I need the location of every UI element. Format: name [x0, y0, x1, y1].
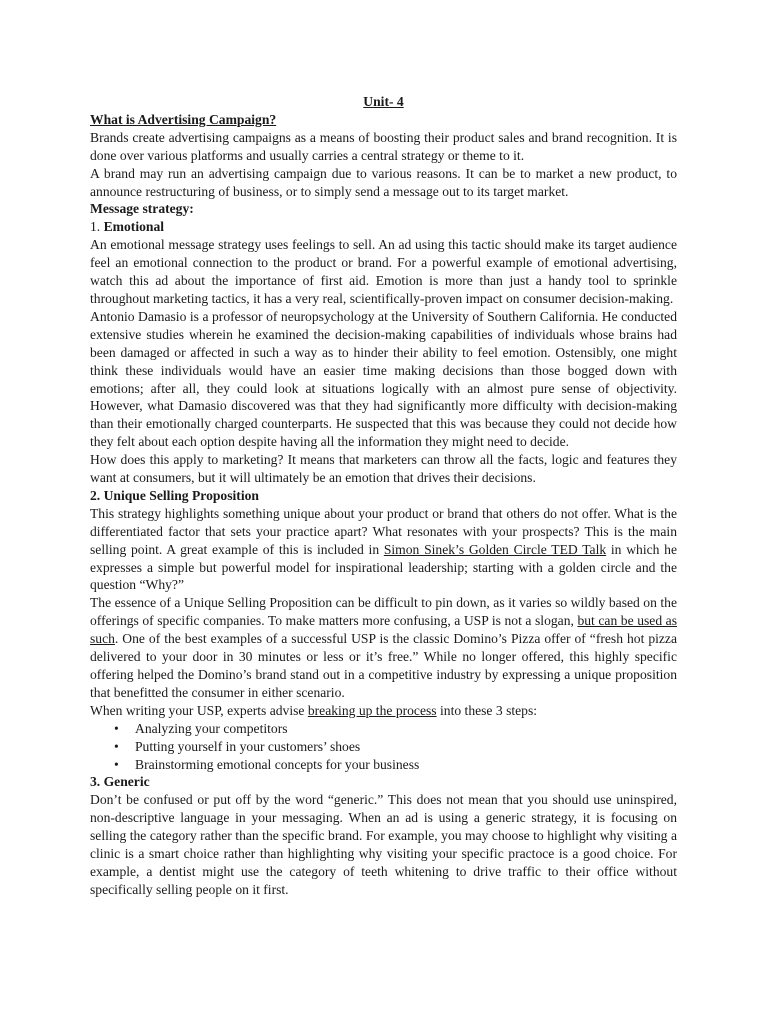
emotional-heading	[90, 218, 677, 236]
sinek-ted-talk-link[interactable]: Simon Sinek’s Golden Circle TED Talk	[383, 541, 607, 557]
emotional-heading-number: 1.	[90, 219, 101, 235]
emotional-paragraph-1: An emotional message strategy uses feelings to sell. An ad using this tactic should make its target audience feel an emotional connection to the product or brand. For a powerful example of emotional advertising, watch this ad about the importance of first aid. Emotion is more than just a handy tool to sprinkle throughout marketing tactics, it has a very real, scientifically-proven impact on consumer decision-making.	[90, 237, 677, 306]
intro-paragraph-1: Brands create advertising campaigns as a means of boosting their product sales and brand recognition. It is done over various platforms and usually carries a central strategy or theme to it.	[90, 129, 677, 163]
usp-p2-text-a: The essence of a Unique Selling Proposition can be difficult to pin down, as it varies so wildly based on the offerings of specific companies. To make matters more confusing, a USP is not a slogan,	[90, 595, 677, 629]
list-item-text: Analyzing your competitors	[135, 720, 288, 736]
usp-p1-text-b: in which he expresses a simple but powerful model for inspirational leadership; starting with a golden circle and the question “Why?”	[90, 541, 677, 593]
emotional-paragraph-2: Antonio Damasio is a professor of neuropsychology at the University of Southern California. He conducted extensive studies wherein he examined the decision-making capabilities of individuals whose brains had been damaged or affected in such a way as to hinder their ability to feel emotion. Ostensibly, one might think these individuals would have an easier time making decisions than those bogged down with emotions; after all, they could look at situations logically with an almost pure sense of objectivity. However, what Damasio discovered was that they had significantly more difficulty with decision-making than their emotionally charged counterparts. He suspected that this was because they could not decide how they felt about each option despite having all the information they might need to decide.	[90, 308, 677, 450]
generic-paragraph-1: Don’t be confused or put off by the word “generic.” This does not mean that you should use uninspired, non-descriptive language in your messaging. When an ad is using a generic strategy, it is focusing on selling the category rather than the specific brand. For example, you may choose to highlight why visiting a clinic is a smart choice rather than highlighting why visiting your specific practoce is a good choice. For example, a dentist might use the category of teeth whitening to drive traffic to their office without specifically selling people on it first.	[90, 792, 677, 897]
breaking-up-process-link[interactable]: breaking up the process	[307, 702, 437, 718]
usp-paragraph-1	[90, 505, 677, 595]
list-item	[90, 738, 677, 756]
usp-p2-text-b: . One of the best examples of a successful USP is the classic Domino’s Pizza offer of “fresh hot pizza delivered to your door in 30 minutes or less or it’s free.” While no longer offered, this highly specific offering helped the Domino’s brand stand out in a competitive industry by expressing a unique proposition that benefitted the consumer in either scenario.	[90, 631, 677, 700]
usp-p3-text-a: When writing your USP, experts advise	[90, 702, 308, 718]
usp-p1-text-a: This strategy highlights something unique about your product or brand that others do not offer. What is the differentiated factor that sets your practice apart? What resonates with your prospects? This is the main selling point. A great example of this is included in	[90, 505, 677, 557]
emotional-paragraph-3: How does this apply to marketing? It means that marketers can throw all the facts, logic and features they want at consumers, but it will ultimately be an emotion that drives their decisions.	[90, 452, 677, 486]
intro-paragraph-2: A brand may run an advertising campaign due to various reasons. It can be to market a new product, to announce restructuring of business, or to simply send a message out to its target market.	[90, 165, 677, 199]
usp-steps-list	[90, 720, 677, 774]
bullet-icon: •	[114, 738, 119, 754]
usp-paragraph-2	[90, 594, 677, 701]
generic-heading: 3. Generic	[90, 774, 150, 790]
used-as-such-link[interactable]: but can be used as such	[90, 613, 677, 647]
usp-heading: 2. Unique Selling Proposition	[90, 487, 259, 503]
list-item-text: Brainstorming emotional concepts for your business	[135, 756, 420, 772]
usp-p3-text-b: into these 3 steps:	[436, 702, 538, 718]
bullet-icon: •	[114, 756, 119, 772]
document-page	[90, 93, 677, 899]
list-item	[90, 720, 677, 738]
unit-title: Unit- 4	[363, 94, 404, 109]
section-question-heading: What is Advertising Campaign?	[90, 111, 277, 127]
list-item	[90, 756, 677, 774]
usp-paragraph-3	[90, 702, 677, 720]
bullet-icon: •	[114, 720, 119, 736]
list-item-text: Putting yourself in your customers’ shoes	[135, 738, 361, 754]
emotional-heading-label: Emotional	[103, 219, 165, 235]
message-strategy-heading: Message strategy:	[90, 201, 194, 217]
